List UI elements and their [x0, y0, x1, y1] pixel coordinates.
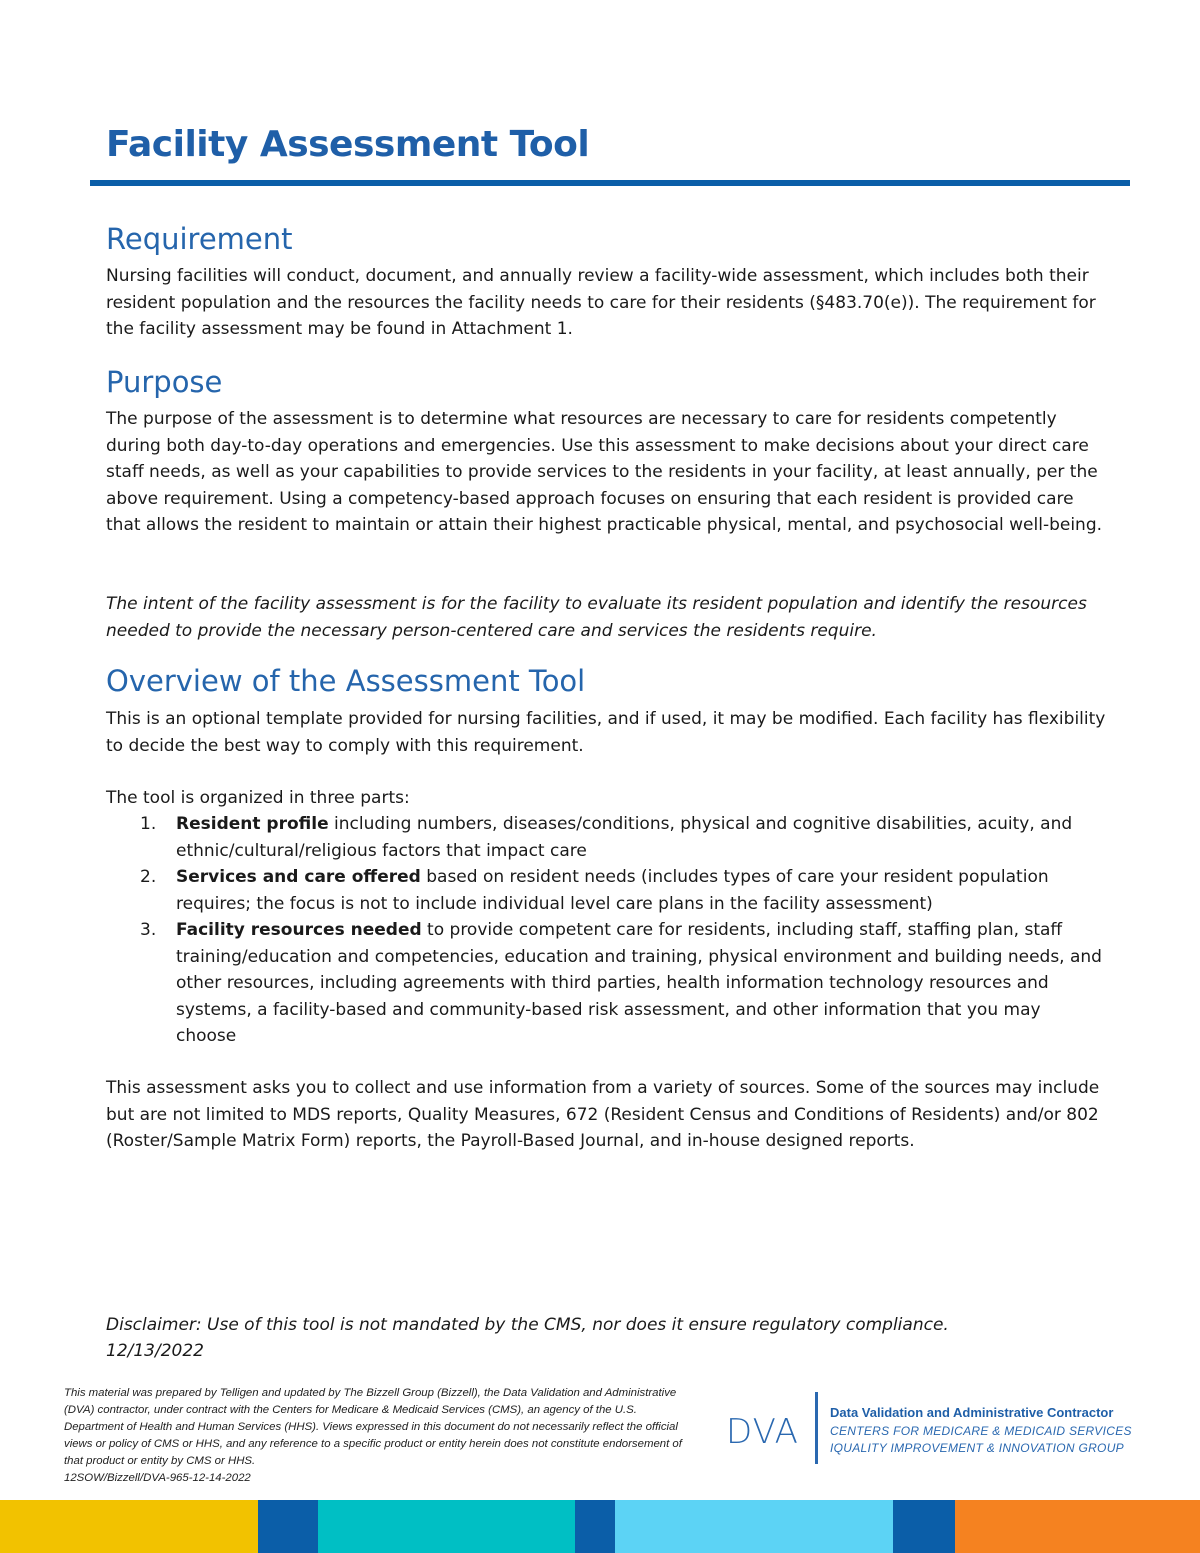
purpose-heading: Purpose [106, 365, 223, 399]
list-item [106, 864, 1106, 917]
disclaimer-date: 12/13/2022 [106, 1341, 204, 1361]
dva-logo: DVA [726, 1412, 799, 1452]
sources-text: This assessment asks you to collect and use information from a variety of sources. Some of the sources may include but are not limited to MDS reports, Quality Measures, 672 (Resident Census and Conditions of Residents) and/or 802 (Roster/Sample Matrix Form) reports, the Payroll-Based Journal, and in-house designed reports. [106, 1078, 1100, 1151]
disclaimer-text: Disclaimer: Use of this tool is not mandated by the CMS, nor does it ensure regulatory compliance. [106, 1315, 949, 1335]
band-segment-orange [955, 1500, 1200, 1553]
footer-note [64, 1385, 684, 1487]
purpose-text: The purpose of the assessment is to determine what resources are necessary to care for residents competently during both day-to-day operations and emergencies. Use this assessment to make decisions about your direct care staff needs, as well as your capabilities to provide services to the residents in your facility, at least annually, per the above requirement. Using a competency-based approach focuses on ensuring that each resident is provided care that allows the resident to maintain or attain their highest practicable physical, mental, and psychosocial well-being. [106, 409, 1103, 535]
requirement-heading: Requirement [106, 222, 293, 256]
list-intro: The tool is organized in three parts: [106, 788, 410, 808]
requirement-text: Nursing facilities will conduct, document, and annually review a facility-wide assessment, which includes both their resident population and the resources the facility needs to care for their residents (§483.70(e)). The requirement for the facility assessment may be found in Attachment 1. [106, 266, 1096, 339]
list-item [106, 811, 1106, 864]
band-segment-yellow [0, 1500, 258, 1553]
list-item-title: Facility resources needed [176, 920, 422, 940]
page-title: Facility Assessment Tool [106, 124, 590, 165]
footer-color-band [0, 1500, 1200, 1553]
intent-statement: The intent of the facility assessment is for the facility to evaluate its resident population and identify the resources needed to provide the necessary person-centered care and services the residents require. [106, 594, 1087, 641]
list-number: 2. [140, 867, 157, 887]
overview-intro: This is an optional template provided for nursing facilities, and if used, it may be modified. Each facility has flexibility to decide the best way to comply with this requirement. [106, 709, 1106, 756]
band-segment-blue [893, 1500, 955, 1553]
logo-subtitle-cms: CENTERS FOR MEDICARE & MEDICAID SERVICES [830, 1424, 1132, 1438]
list-number: 1. [140, 814, 157, 834]
overview-heading: Overview of the Assessment Tool [106, 664, 586, 698]
list-item-title: Resident profile [176, 814, 329, 834]
list-item-text: based on resident needs (includes types of care your resident population requires; the focus is not to include individual level care plans in the facility assessment) [176, 867, 1049, 914]
disclaimer [106, 1312, 949, 1364]
band-segment-teal [318, 1500, 575, 1553]
logo-title: Data Validation and Administrative Contractor [830, 1405, 1114, 1420]
band-segment-blue [258, 1500, 318, 1553]
list-item-text: to provide competent care for residents, including staff, staffing plan, staff training/education and competencies, education and training, physical environment and building needs, and other resources, including agreements with third parties, health information technology resources and systems, a facility-based and community-based risk assessment, and other information that you may choose [176, 920, 1102, 1046]
logo-subtitle-group: IQUALITY IMPROVEMENT & INNOVATION GROUP [830, 1441, 1124, 1455]
title-divider [90, 180, 1130, 186]
list-item-title: Services and care offered [176, 867, 421, 887]
footer-code: 12SOW/Bizzell/DVA-965-12-14-2022 [64, 1472, 251, 1484]
footer-note-text: This material was prepared by Telligen and updated by The Bizzell Group (Bizzell), the Data Validation and Administrative (DVA) contractor, under contract with the Centers for Medicare & Medicaid Services (CMS), an agency of the U.S. Department of Health and Human Services (HHS). Views expressed in this document do not necessarily reflect the official views or policy of CMS or HHS, and any reference to a specific product or entity herein does not constitute endorsement of that product or entity by CMS or HHS. [64, 1387, 682, 1467]
list-item-text: including numbers, diseases/conditions, physical and cognitive disabilities, acuity, and ethnic/cultural/religious factors that impact care [176, 814, 1073, 861]
band-segment-sky [615, 1500, 893, 1553]
logo-divider [815, 1392, 818, 1464]
list-number: 3. [140, 920, 157, 940]
tool-parts-list [106, 811, 1106, 1050]
band-segment-blue [575, 1500, 615, 1553]
list-item [106, 917, 1106, 1050]
